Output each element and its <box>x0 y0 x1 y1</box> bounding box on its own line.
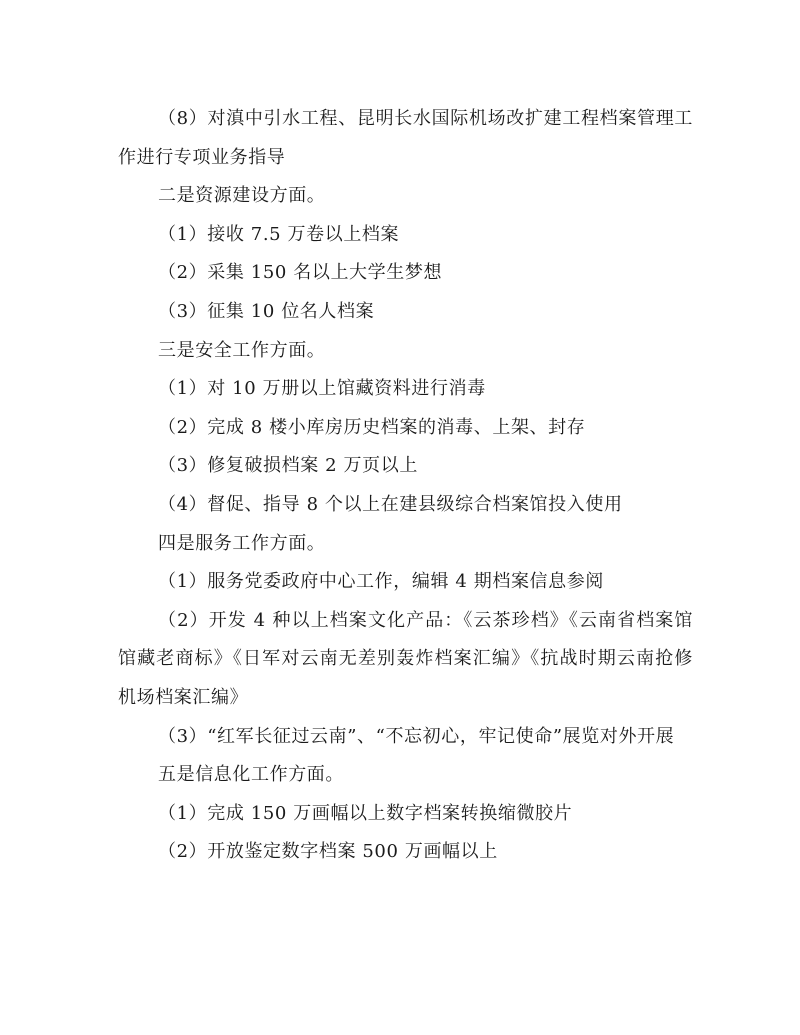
paragraph-item: （1）完成 150 万画幅以上数字档案转换缩微胶片 <box>158 802 573 824</box>
paragraph-item: （2）采集 150 名以上大学生梦想 <box>158 262 443 284</box>
section-heading-resource-construction: 二是资源建设方面。 <box>158 185 326 207</box>
paragraph-item-8-guidance: （8）对滇中引水工程、昆明长水国际机场改扩建工程档案管理工作进行专项业务指导 <box>118 108 693 168</box>
paragraph-item: （4）督促、指导 8 个以上在建县级综合档案馆投入使用 <box>158 493 623 515</box>
section-heading-service-work: 四是服务工作方面。 <box>158 532 326 554</box>
paragraph-item: （1）对 10 万册以上馆藏资料进行消毒 <box>158 378 486 400</box>
paragraph-item: （2）开放鉴定数字档案 500 万画幅以上 <box>158 841 498 863</box>
document-body <box>118 100 693 872</box>
paragraph-item-cultural-products: （2）开发 4 种以上档案文化产品：《云茶珍档》《云南省档案馆馆藏老商标》《日军对云南无差别轰炸档案汇编》《抗战时期云南抢修机场档案汇编》 <box>118 609 693 708</box>
section-heading-safety-work: 三是安全工作方面。 <box>158 339 326 361</box>
paragraph-item: （1）服务党委政府中心工作，编辑 4 期档案信息参阅 <box>158 571 604 593</box>
section-heading-informatization: 五是信息化工作方面。 <box>158 764 344 786</box>
paragraph-item: （2）完成 8 楼小库房历史档案的消毒、上架、封存 <box>158 416 586 438</box>
paragraph-item: （3）征集 10 位名人档案 <box>158 300 375 322</box>
paragraph-item-exhibitions: （3）“红军长征过云南”、“不忘初心，牢记使命”展览对外开展 <box>158 725 675 747</box>
paragraph-item: （1）接收 7.5 万卷以上档案 <box>158 223 400 245</box>
paragraph-item: （3）修复破损档案 2 万页以上 <box>158 455 418 477</box>
